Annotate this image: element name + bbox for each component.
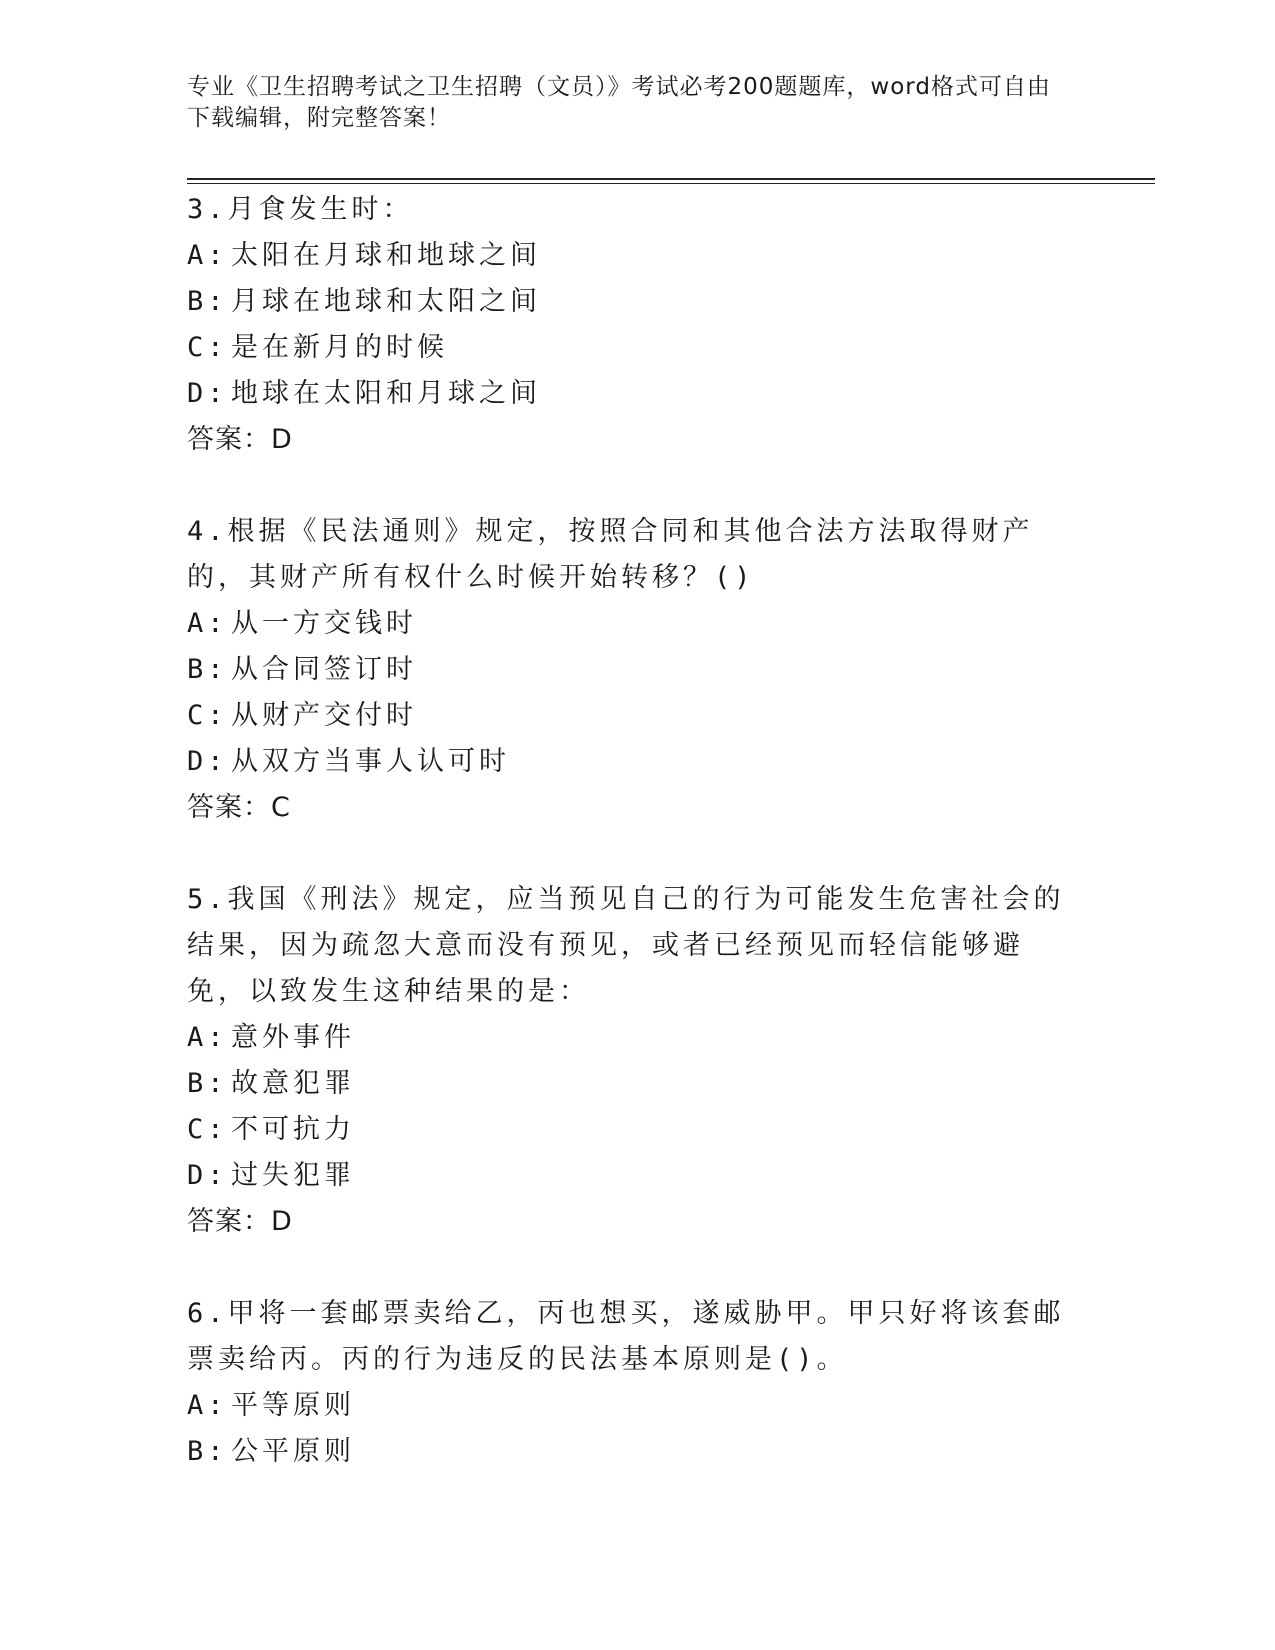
header-divider-thick bbox=[187, 178, 1155, 180]
document-header: 专业《卫生招聘考试之卫生招聘（文员）》考试必考200题题库，word格式可自由下载编辑，附完整答案！ bbox=[187, 74, 1051, 131]
option-key: B: bbox=[187, 654, 228, 685]
option-text: 地球在太阳和月球之间 bbox=[231, 378, 541, 409]
option-a bbox=[187, 1015, 1067, 1061]
option-b bbox=[187, 647, 1067, 693]
option-key: D: bbox=[187, 1160, 228, 1191]
option-key: C: bbox=[187, 1114, 228, 1145]
option-text: 从双方当事人认可时 bbox=[231, 746, 510, 777]
answer-label: 答案：D bbox=[187, 1206, 293, 1237]
option-text: 平等原则 bbox=[231, 1390, 355, 1421]
option-text: 过失犯罪 bbox=[231, 1160, 355, 1191]
option-b bbox=[187, 1429, 1067, 1475]
option-text: 太阳在月球和地球之间 bbox=[231, 240, 541, 271]
option-d bbox=[187, 1153, 1067, 1199]
option-key: A: bbox=[187, 1390, 228, 1421]
option-b bbox=[187, 279, 1067, 325]
answer-label: 答案：C bbox=[187, 792, 291, 823]
option-c bbox=[187, 325, 1067, 371]
option-text: 公平原则 bbox=[231, 1436, 355, 1467]
option-text: 从一方交钱时 bbox=[231, 608, 417, 639]
option-key: D: bbox=[187, 378, 228, 409]
question-item bbox=[187, 509, 1067, 831]
option-key: B: bbox=[187, 1436, 228, 1467]
option-a bbox=[187, 601, 1067, 647]
option-key: C: bbox=[187, 332, 228, 363]
question-title: 4.根据《民法通则》规定，按照合同和其他合法方法取得财产的，其财产所有权什么时候开始转移？() bbox=[187, 516, 1034, 593]
question-item bbox=[187, 187, 1067, 463]
option-c bbox=[187, 693, 1067, 739]
question-title: 5.我国《刑法》规定，应当预见自己的行为可能发生危害社会的结果，因为疏忽大意而没有预见，或者已经预见而轻信能够避免，以致发生这种结果的是： bbox=[187, 884, 1065, 1007]
option-key: D: bbox=[187, 746, 228, 777]
option-text: 故意犯罪 bbox=[231, 1068, 355, 1099]
option-c bbox=[187, 1107, 1067, 1153]
option-text: 不可抗力 bbox=[231, 1114, 355, 1145]
option-text: 意外事件 bbox=[231, 1022, 355, 1053]
option-key: B: bbox=[187, 286, 228, 317]
option-b bbox=[187, 1061, 1067, 1107]
question-item bbox=[187, 877, 1067, 1245]
option-d bbox=[187, 739, 1067, 785]
header-divider-thin bbox=[187, 183, 1155, 184]
question-item bbox=[187, 1291, 1067, 1475]
option-a bbox=[187, 1383, 1067, 1429]
option-text: 月球在地球和太阳之间 bbox=[231, 286, 541, 317]
option-key: A: bbox=[187, 240, 228, 271]
option-key: A: bbox=[187, 608, 228, 639]
option-key: B: bbox=[187, 1068, 228, 1099]
option-text: 从财产交付时 bbox=[231, 700, 417, 731]
option-text: 是在新月的时候 bbox=[231, 332, 448, 363]
answer-label: 答案：D bbox=[187, 424, 293, 455]
option-d bbox=[187, 371, 1067, 417]
question-title: 3.月食发生时： bbox=[187, 194, 414, 225]
question-list bbox=[187, 187, 1067, 1521]
option-a bbox=[187, 233, 1067, 279]
option-key: A: bbox=[187, 1022, 228, 1053]
option-key: C: bbox=[187, 700, 228, 731]
option-text: 从合同签订时 bbox=[231, 654, 417, 685]
question-title: 6.甲将一套邮票卖给乙，丙也想买，遂威胁甲。甲只好将该套邮票卖给丙。丙的行为违反的民法基本原则是()。 bbox=[187, 1298, 1065, 1375]
